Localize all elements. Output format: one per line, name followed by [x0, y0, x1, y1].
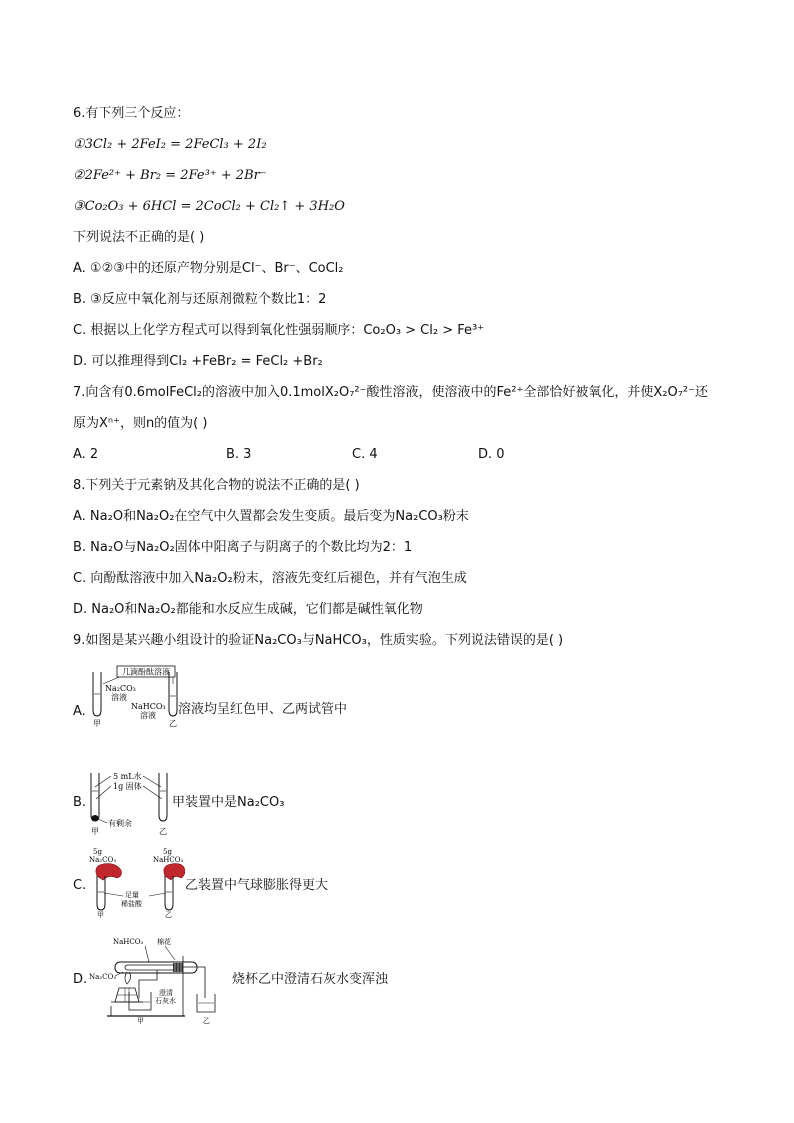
q9-d-fig-jia: 甲 — [137, 1017, 144, 1024]
q9-b-fig-yi: 乙 — [159, 827, 167, 836]
q7-stem-line-2: 原为Xⁿ⁺，则n的值为( ) — [73, 416, 208, 431]
q8-option-d: D. Na₂O和Na₂O₂都能和水反应生成碱，它们都是碱性氧化物 — [73, 602, 423, 617]
q7-stem-line-1: 7.向含有0.6molFeCl₂的溶液中加入0.1molX₂O₇²⁻酸性溶液，使溶液中的Fe²⁺全部恰好被氧化，并使X₂O₇²⁻还 — [73, 385, 708, 400]
q6-reaction-2: ②2Fe²⁺ + Br₂ = 2Fe³⁺ + 2Br⁻ — [73, 168, 267, 183]
q9-c-fig-mass-1: 5g — [93, 848, 102, 856]
q8-option-b: B. Na₂O与Na₂O₂固体中阳离子与阴离子的个数比均为2：1 — [73, 540, 413, 555]
q6-question: 下列说法不正确的是( ) — [73, 230, 205, 245]
q9-d-fig-yi: 乙 — [203, 1017, 210, 1024]
q6-option-c: C. 根据以上化学方程式可以得到氧化性强弱顺序：Co₂O₃ > Cl₂ > Fe³⁺ — [73, 323, 485, 338]
q9-b-fig-water-label: 5 mL水 — [113, 772, 142, 781]
q8-option-c: C. 向酚酞溶液中加入Na₂O₂粉末，溶液先变红后褪色，并有气泡生成 — [73, 571, 467, 586]
q9-c-fig-salt-2: NaHCO₃ — [153, 856, 184, 864]
q9-d-fig-nahco3: NaHCO₃ — [113, 938, 144, 946]
q9-option-a-figure — [87, 664, 179, 728]
q9-option-a-text: 溶液均呈红色甲、乙两试管中 — [178, 702, 348, 717]
q9-b-fig-solid-label: 1g 固体 — [113, 782, 142, 791]
q9-c-fig-salt-1: Na₂CO₃ — [89, 856, 117, 864]
q7-option-a: A. 2 — [73, 447, 99, 462]
q6-option-b: B. ③反应中氧化剂与还原剂微粒个数比1：2 — [73, 292, 327, 307]
q9-option-b-figure — [87, 769, 175, 837]
q9-a-fig-top-label: 几滴酚酞溶液 — [122, 667, 170, 677]
q6-reaction-3: ③Co₂O₃ + 6HCl = 2CoCl₂ + Cl₂↑ + 3H₂O — [73, 199, 345, 214]
q9-a-fig-yi: 乙 — [169, 719, 177, 728]
q9-option-d-text: 烧杯乙中澄清石灰水变浑浊 — [232, 972, 389, 987]
q9-c-fig-acid-1: 足量 — [125, 891, 139, 899]
q9-b-fig-rest-label: 有剩余 — [108, 819, 132, 828]
q6-reaction-1: ①3Cl₂ + 2FeI₂ = 2FeCl₃ + 2I₂ — [73, 137, 267, 152]
q9-option-d-figure — [87, 932, 227, 1024]
q9-d-fig-clear: 澄清 — [159, 989, 173, 997]
q9-option-c-label: C. — [73, 878, 87, 893]
q7-option-d: D. 0 — [478, 447, 505, 462]
q9-option-b-label: B. — [73, 795, 87, 810]
q9-d-fig-limewater: 石灰水 — [155, 997, 176, 1005]
q9-option-c-figure — [87, 846, 185, 918]
q8-stem: 8.下列关于元素钠及其化合物的说法不正确的是( ) — [73, 478, 360, 493]
q9-c-fig-acid-2: 稀盐酸 — [121, 900, 142, 908]
q7-option-b: B. 3 — [226, 447, 252, 462]
q6-option-d: D. 可以推理得到Cl₂ +FeBr₂ = FeCl₂ +Br₂ — [73, 354, 323, 369]
q9-d-fig-na2co3: Na₂CO₃ — [89, 973, 117, 981]
q9-a-fig-left-label-2: 溶液 — [111, 693, 127, 702]
q9-c-fig-jia: 甲 — [97, 911, 104, 918]
q9-stem: 9.如图是某兴趣小组设计的验证Na₂CO₃与NaHCO₃，性质实验。下列说法错误的是( ) — [73, 633, 564, 648]
q9-a-fig-left-label: Na₂CO₃ — [105, 684, 136, 693]
q9-a-fig-jia: 甲 — [93, 719, 101, 728]
q6-option-a: A. ①②③中的还原产物分别是Cl⁻、Br⁻、CoCl₂ — [73, 261, 344, 276]
q9-option-a-label: A. — [73, 704, 86, 719]
q7-option-c: C. 4 — [352, 447, 378, 462]
q9-d-fig-cotton: 棉花 — [157, 938, 171, 946]
q8-option-a: A. Na₂O和Na₂O₂在空气中久置都会发生变质。最后变为Na₂CO₃粉末 — [73, 509, 469, 524]
q9-option-d-label: D. — [73, 972, 88, 987]
q9-c-fig-mass-2: 5g — [163, 848, 172, 856]
q9-option-c — [73, 846, 393, 918]
q6-stem: 6.有下列三个反应： — [73, 106, 190, 121]
q9-option-d — [73, 932, 413, 1024]
q9-c-fig-yi: 乙 — [165, 911, 172, 918]
q9-a-fig-right-label-2: 溶液 — [140, 711, 156, 720]
q9-a-fig-right-label: NaHCO₃ — [131, 702, 166, 711]
q9-option-c-text: 乙装置中气球膨胀得更大 — [185, 878, 329, 893]
q9-option-b-text: 甲装置中是Na₂CO₃ — [172, 795, 285, 810]
q9-option-a — [73, 664, 373, 728]
q9-option-b — [73, 769, 373, 837]
q9-b-fig-jia: 甲 — [91, 827, 99, 836]
